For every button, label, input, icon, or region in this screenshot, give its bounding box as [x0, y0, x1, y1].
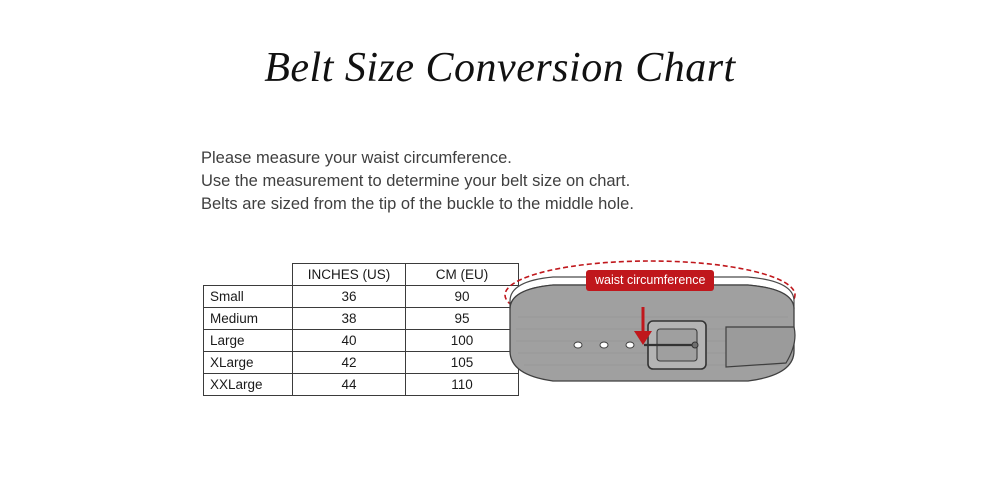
- table-row: [204, 374, 519, 396]
- row-label-medium: Medium: [204, 308, 293, 330]
- cell-xlarge-cm: 105: [406, 352, 519, 374]
- cell-medium-cm: 95: [406, 308, 519, 330]
- page-title: Belt Size Conversion Chart: [264, 45, 736, 91]
- instruction-line-2: Use the measurement to determine your belt size on chart.: [201, 172, 631, 190]
- instructions-block: [201, 147, 634, 216]
- cell-large-cm: 100: [406, 330, 519, 352]
- instruction-line-3: Belts are sized from the tip of the buckle to the middle hole.: [201, 195, 634, 213]
- table-row: [204, 308, 519, 330]
- belt-buckle-prong-pivot: [692, 342, 698, 348]
- row-label-xlarge: XLarge: [204, 352, 293, 374]
- belt-tail-tip: [726, 327, 795, 367]
- cell-xxlarge-cm: 110: [406, 374, 519, 396]
- cell-medium-inches: 38: [293, 308, 406, 330]
- column-header-inches: INCHES (US): [293, 264, 406, 286]
- row-label-large: Large: [204, 330, 293, 352]
- belt-illustration: [498, 255, 828, 415]
- row-label-small: Small: [204, 286, 293, 308]
- table-header-row: [204, 264, 519, 286]
- belt-hole: [600, 342, 608, 348]
- waist-circumference-callout: waist circumference: [586, 270, 714, 291]
- instruction-line-1: Please measure your waist circumference.: [201, 149, 512, 167]
- belt-hole: [626, 342, 634, 348]
- table-row: [204, 286, 519, 308]
- size-conversion-table: [203, 263, 519, 396]
- cell-xxlarge-inches: 44: [293, 374, 406, 396]
- table-row: [204, 330, 519, 352]
- cell-large-inches: 40: [293, 330, 406, 352]
- cell-small-cm: 90: [406, 286, 519, 308]
- table-corner-cell: [204, 264, 293, 286]
- table-row: [204, 352, 519, 374]
- cell-small-inches: 36: [293, 286, 406, 308]
- column-header-cm: CM (EU): [406, 264, 519, 286]
- belt-hole: [574, 342, 582, 348]
- cell-xlarge-inches: 42: [293, 352, 406, 374]
- row-label-xxlarge: XXLarge: [204, 374, 293, 396]
